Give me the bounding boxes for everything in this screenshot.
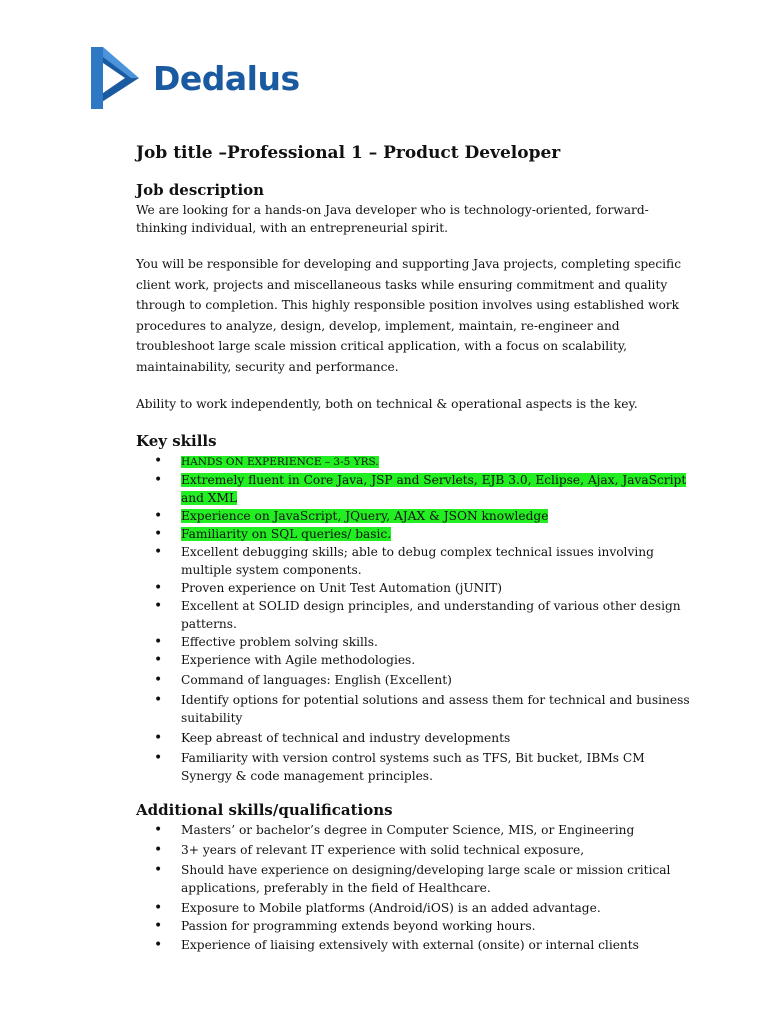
document-body (136, 140, 696, 954)
key-skills-list (136, 452, 696, 785)
list-item (136, 452, 696, 471)
list-item: • Excellent debugging skills; able to debug complex technical issues involving multiple system components. (136, 543, 696, 579)
list-item: • Command of languages: English (Excellent) (136, 671, 696, 689)
highlighted-text: HANDS ON EXPERIENCE – 3-5 YRS. (181, 456, 379, 468)
job-title: Job title –Professional 1 – Product Developer (136, 143, 561, 163)
key-skills-heading: Key skills (136, 432, 217, 450)
job-description-heading: Job description (136, 181, 265, 199)
list-item: • Familiarity with version control systems such as TFS, Bit bucket, IBMs CM Synergy & code management principles. (136, 749, 696, 785)
list-item: • Exposure to Mobile platforms (Android/iOS) is an added advantage. (136, 899, 696, 917)
list-item (136, 525, 696, 543)
list-item (136, 471, 696, 507)
job-description-paragraph: We are looking for a hands-on Java developer who is technology-oriented, forward-thinking individual, with an entrepreneurial spirit. (136, 203, 649, 235)
dedalus-logo-icon (91, 47, 139, 109)
list-item: • Experience of liaising extensively with external (onsite) or internal clients (136, 936, 696, 954)
list-item: • Keep abreast of technical and industry developments (136, 729, 696, 747)
highlighted-text: Experience on JavaScript, JQuery, AJAX & JSON knowledge (181, 509, 549, 523)
job-description-paragraph: Ability to work independently, both on technical & operational aspects is the key. (136, 397, 638, 411)
list-item: • Excellent at SOLID design principles, and understanding of various other design patterns. (136, 597, 696, 633)
job-description-paragraph: You will be responsible for developing and supporting Java projects, completing specific client work, projects and miscellaneous tasks while ensuring commitment and quality through to completion. This highly responsible position involves using established work procedures to analyze, design, develop, implement, maintain, re-engineer and troubleshoot large scale mission critical application, with a focus on scalability, maintainability, security and performance. (136, 257, 682, 374)
highlighted-text: Extremely fluent in Core Java, JSP and Servlets, EJB 3.0, Eclipse, Ajax, JavaScript and XML (181, 473, 687, 505)
list-item: • Passion for programming extends beyond working hours. (136, 917, 696, 935)
highlighted-text: Familiarity on SQL queries/ basic. (181, 527, 392, 541)
list-item: • Experience with Agile methodologies. (136, 651, 696, 669)
additional-skills-list (136, 821, 696, 954)
list-item: • Should have experience on designing/developing large scale or mission critical applications, preferably in the field of Healthcare. (136, 861, 696, 897)
list-item: • Effective problem solving skills. (136, 633, 696, 651)
list-item (136, 507, 696, 525)
logo-text: Dedalus (153, 58, 300, 98)
list-item: • Identify options for potential solutions and assess them for technical and business suitability (136, 691, 696, 727)
list-item: • 3+ years of relevant IT experience with solid technical exposure, (136, 841, 696, 859)
additional-skills-heading: Additional skills/qualifications (136, 801, 393, 819)
list-item: • Masters’ or bachelor’s degree in Computer Science, MIS, or Engineering (136, 821, 696, 839)
company-logo (91, 47, 300, 109)
list-item: • Proven experience on Unit Test Automation (jUNIT) (136, 579, 696, 597)
